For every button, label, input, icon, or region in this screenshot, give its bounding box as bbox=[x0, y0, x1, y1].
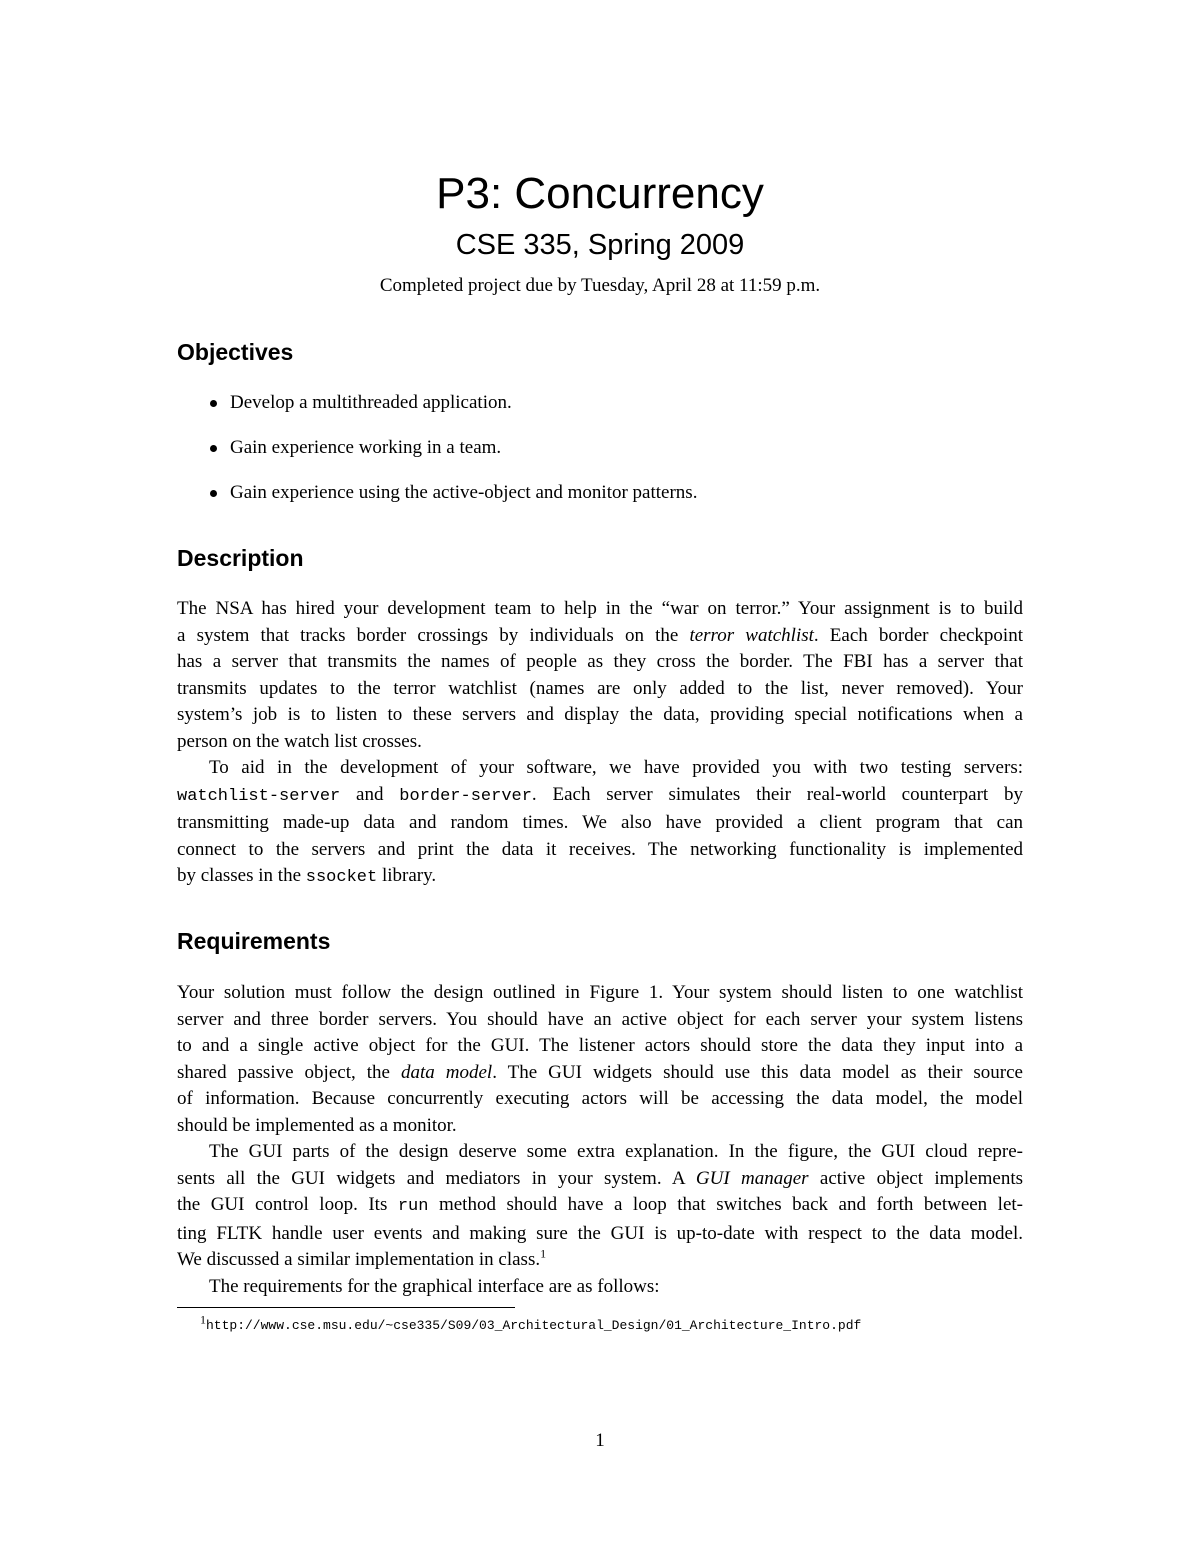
text-run: sents all the GUI widgets and mediators in your system. A bbox=[177, 1167, 696, 1189]
text-run: . Each server simulates their real-world counterpart by bbox=[531, 783, 1023, 805]
run-method-code: run bbox=[397, 1197, 429, 1216]
requirements-heading: Requirements bbox=[177, 928, 331, 954]
footnote-marker: 1 bbox=[200, 1312, 206, 1327]
list-item bbox=[208, 390, 697, 435]
footnote bbox=[200, 1312, 862, 1336]
text-line: ting FLTK handle user events and making sure the GUI is up-to-date with respect to the data model. bbox=[177, 1222, 1023, 1244]
text-line: The requirements for the graphical interface are as follows: bbox=[209, 1275, 660, 1297]
objective-text: Develop a multithreaded application. bbox=[230, 392, 512, 413]
objectives-list bbox=[208, 390, 697, 525]
description-paragraph-2 bbox=[177, 755, 1023, 892]
description-heading: Description bbox=[177, 545, 304, 571]
text-run: method should have a loop that switches back and forth between let- bbox=[428, 1194, 1024, 1215]
text-line bbox=[177, 1247, 1023, 1274]
requirements-paragraph-2 bbox=[177, 1139, 1023, 1300]
page-number: 1 bbox=[595, 1430, 605, 1451]
document-subtitle: CSE 335, Spring 2009 bbox=[455, 229, 745, 261]
text-line bbox=[177, 1060, 1023, 1087]
description-paragraph-1 bbox=[177, 596, 1023, 755]
text-run: library. bbox=[377, 865, 437, 886]
data-model-term: data model bbox=[400, 1061, 493, 1083]
text-run: by classes in the bbox=[177, 865, 306, 886]
bullet-icon bbox=[210, 490, 217, 497]
text-run: active object implements bbox=[808, 1167, 1023, 1189]
text-run: and bbox=[340, 783, 400, 805]
text-line: system’s job is to listen to these servers and display the data, providing special notifications when a bbox=[177, 704, 1023, 725]
text-run: . The GUI widgets should use this data model as their source bbox=[492, 1061, 1023, 1083]
gui-manager-term: GUI manager bbox=[695, 1167, 809, 1189]
list-item bbox=[208, 435, 697, 480]
text-line: has a server that transmits the names of people as they cross the border. The FBI has a server that bbox=[177, 651, 1023, 672]
watchlist-server-code: watchlist-server bbox=[177, 786, 341, 806]
text-line: The GUI parts of the design deserve some extra explanation. In the figure, the GUI cloud repre- bbox=[209, 1141, 1023, 1162]
footnote-reference[interactable]: 1 bbox=[540, 1246, 547, 1261]
text-line bbox=[177, 1166, 1023, 1193]
text-line: server and three border servers. You should have an active object for each server your system listens bbox=[177, 1008, 1023, 1030]
text-line bbox=[177, 623, 1023, 650]
text-line: person on the watch list crosses. bbox=[177, 730, 422, 752]
text-line bbox=[177, 863, 1023, 892]
text-line: transmits updates to the terror watchlist (names are only added to the list, never removed). Your bbox=[177, 677, 1023, 699]
objective-text: Gain experience using the active-object and monitor patterns. bbox=[230, 482, 698, 503]
border-server-code: border-server bbox=[399, 786, 532, 806]
text-line: Your solution must follow the design outlined in Figure 1. Your system should listen to one watchlist bbox=[177, 982, 1023, 1003]
terror-watchlist-term: terror watchlist bbox=[689, 624, 814, 646]
text-run: We discussed a similar implementation in class. bbox=[177, 1249, 541, 1270]
document-title: P3: Concurrency bbox=[436, 169, 764, 218]
requirements-paragraph-1 bbox=[177, 980, 1023, 1139]
list-item bbox=[208, 480, 697, 525]
due-date-line: Completed project due by Tuesday, April 28 at 11:59 p.m. bbox=[379, 275, 821, 296]
text-run: the GUI control loop. Its bbox=[177, 1194, 398, 1215]
text-line: of information. Because concurrently executing actors will be accessing the data model, the model bbox=[177, 1088, 1023, 1109]
text-run: a system that tracks border crossings by individuals on the bbox=[177, 624, 690, 646]
bullet-icon bbox=[210, 445, 217, 452]
footnote-url-link[interactable]: http://www.cse.msu.edu/~cse335/S09/03_Architectural_Design/01_Architecture_Intro.pdf bbox=[206, 1318, 862, 1333]
ssocket-code: ssocket bbox=[305, 868, 378, 887]
text-line: connect to the servers and print the data it receives. The networking functionality is implemented bbox=[177, 838, 1023, 860]
text-line bbox=[177, 782, 1023, 811]
footnote-divider bbox=[177, 1307, 515, 1308]
text-run: . Each border checkpoint bbox=[813, 624, 1023, 646]
text-run: shared passive object, the bbox=[177, 1061, 401, 1083]
text-line: To aid in the development of your software, we have provided you with two testing servers: bbox=[209, 757, 1023, 778]
objective-text: Gain experience working in a team. bbox=[230, 437, 502, 458]
text-line bbox=[177, 1192, 1023, 1221]
text-line: to and a single active object for the GUI. The listener actors should store the data they input into a bbox=[177, 1035, 1023, 1056]
objectives-heading: Objectives bbox=[177, 339, 294, 365]
text-line: should be implemented as a monitor. bbox=[177, 1114, 457, 1136]
text-line: transmitting made-up data and random times. We also have provided a client program that can bbox=[177, 812, 1023, 833]
bullet-icon bbox=[210, 400, 217, 407]
text-line: The NSA has hired your development team to help in the “war on terror.” Your assignment is to build bbox=[177, 598, 1023, 619]
